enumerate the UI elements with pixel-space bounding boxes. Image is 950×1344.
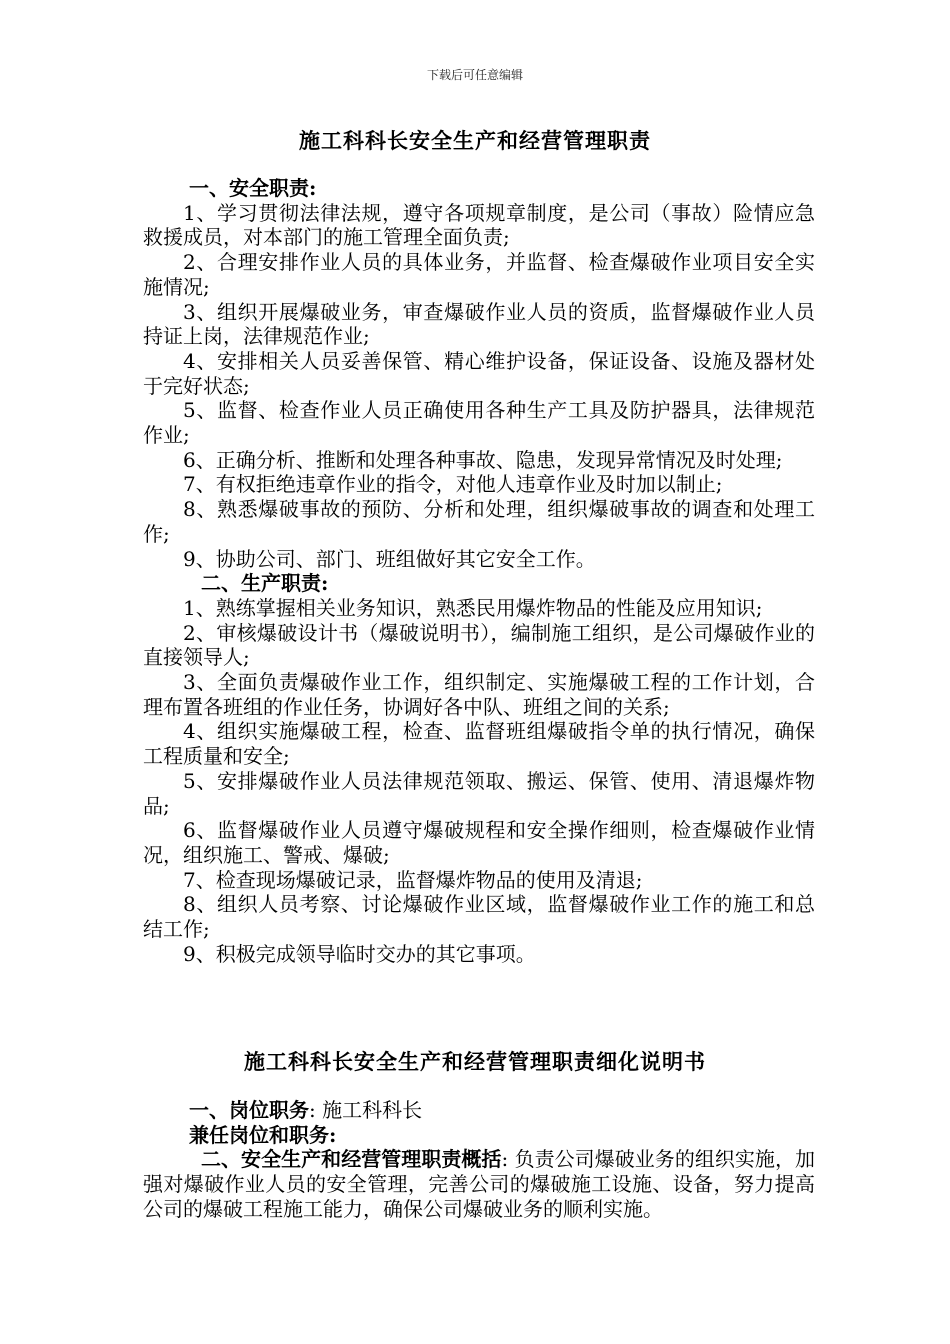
section1-item: 8、熟悉爆破事故的预防、分析和处理，组织爆破事故的调查和处理工作; (143, 497, 815, 546)
summary-value: : 负责公司爆破业务的组织实施，加强对爆破作业人员的安全管理，完善公司的爆破施工设施、设备，努力提高公司的爆破工程施工能力，确保公司爆破业务的顺利实施。 (143, 1147, 815, 1221)
section1-item: 2、合理安排作业人员的具体业务，并监督、检查爆破作业项目安全实施情况; (143, 250, 815, 299)
post-line (143, 1098, 815, 1123)
responsibilities-body (143, 176, 815, 967)
section1-item: 3、组织开展爆破业务，审查爆破作业人员的资质，监督爆破作业人员持证上岗，法律规范作业; (143, 299, 815, 349)
section2-item: 5、安排爆破作业人员法律规范领取、搬运、保管、使用、清退爆炸物品; (143, 768, 815, 818)
section2-item: 4、组织实施爆破工程，检查、监督班组爆破指令单的执行情况，确保工程质量和安全; (143, 719, 815, 769)
section2-item: 2、审核爆破设计书（爆破说明书），编制施工组织，是公司爆破作业的直接领导人; (143, 620, 815, 670)
concurrent-label: 兼任岗位和职务: (189, 1122, 337, 1147)
section2-item: 1、熟练掌握相关业务知识，熟悉民用爆炸物品的性能及应用知识; (183, 595, 763, 620)
section1-item: 1、学习贯彻法律法规，遵守各项规章制度，是公司（事故）险情应急救援成员，对本部门的施工管理全面负责; (143, 200, 815, 250)
detail-title: 施工科科长安全生产和经营管理职责细化说明书 (244, 1049, 706, 1074)
post-label: 一、岗位职务 (189, 1098, 309, 1122)
summary-label: 二、安全生产和经营管理职责概括 (201, 1147, 502, 1172)
document-title: 施工科科长安全生产和经营管理职责 (299, 128, 651, 153)
post-value: : 施工科科长 (309, 1098, 423, 1122)
detail-body (143, 1098, 815, 1222)
concurrent-line (143, 1123, 815, 1148)
summary-paragraph (143, 1147, 815, 1221)
header-note: 下载后可任意编辑 (426, 68, 523, 82)
section2-item: 7、检查现场爆破记录，监督爆炸物品的使用及清退; (183, 867, 643, 892)
section1-heading: 一、安全职责: (189, 176, 317, 200)
section2-item: 9、积极完成领导临时交办的其它事项。 (183, 941, 536, 966)
section2-heading: 二、生产职责: (201, 571, 329, 596)
section1-item: 9、协助公司、部门、班组做好其它安全工作。 (183, 546, 596, 571)
section1-item: 4、安排相关人员妥善保管、精心维护设备，保证设备、设施及器材处于完好状态; (143, 348, 815, 398)
section1-item: 5、监督、检查作业人员正确使用各种生产工具及防护器具，法律规范作业; (143, 398, 815, 448)
section2-item: 8、组织人员考察、讨论爆破作业区域，监督爆破作业工作的施工和总结工作; (143, 892, 815, 942)
section1-item: 7、有权拒绝违章作业的指令，对他人违章作业及时加以制止; (183, 472, 723, 497)
section2-item: 6、监督爆破作业人员遵守爆破规程和安全操作细则，检查爆破作业情况，组织施工、警戒、爆破; (143, 818, 815, 867)
section1-item: 6、正确分析、推断和处理各种事故、隐患，发现异常情况及时处理; (183, 447, 783, 472)
section2-item: 3、全面负责爆破作业工作，组织制定、实施爆破工程的工作计划，合理布置各班组的作业任务，协调好各中队、班组之间的关系; (143, 670, 815, 719)
